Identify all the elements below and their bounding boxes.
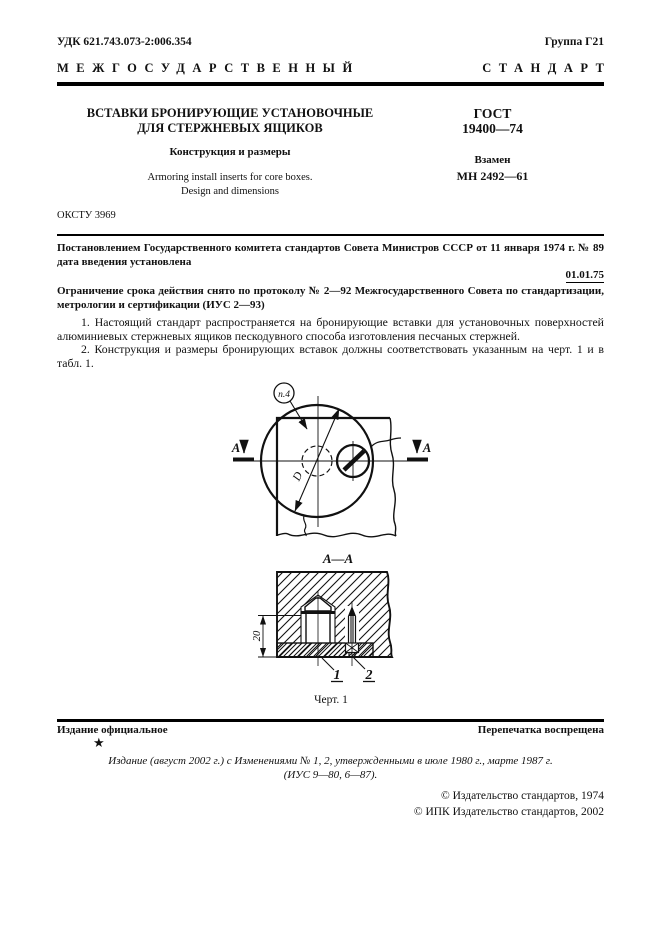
edition-note <box>57 754 604 782</box>
replaced-standard: МН 2492—61 <box>456 169 529 183</box>
effective-date: 01.01.75 <box>565 269 604 281</box>
item1-label: 1 <box>333 668 341 683</box>
group-code: Группа Г21 <box>544 36 604 48</box>
title-en-line2: Design and dimensions <box>181 185 279 197</box>
paragraph-1: 1. Настоящий стандарт распространяется на бронирующие вставки для установочных поверхностей алюминиевых стержневых ящиков пескодувного способа изготовления песчаных стержней. <box>57 315 604 343</box>
ledge-curve <box>371 438 401 447</box>
diameter-label: D <box>290 470 306 483</box>
official-edition-label: Издание официальное <box>57 724 168 736</box>
plan-view <box>231 383 431 537</box>
callout-label: п.4 <box>278 390 290 400</box>
top-classification-row <box>57 36 604 48</box>
standard-type-heading <box>57 61 612 76</box>
plate-torn-bottom-edge <box>277 533 396 537</box>
screw-slot <box>344 451 364 470</box>
dim-20-label: 20 <box>252 630 263 642</box>
break-squiggle <box>304 516 307 536</box>
copyright-1974: © Издательство стандартов, 1974 <box>440 790 604 802</box>
standard-number-block <box>420 106 565 184</box>
header-rule <box>57 82 604 86</box>
title-english <box>57 171 403 198</box>
figure-caption: Черт. 1 <box>314 694 348 706</box>
decree-paragraph: Постановлением Государственного комитета стандартов Совета Министров СССР от 11 января 1974 г. № 89 дата введения установлена <box>57 242 604 268</box>
okstu-code: ОКСТУ 3969 <box>57 210 116 221</box>
title-block <box>57 106 403 198</box>
item2-label: 2 <box>365 668 373 683</box>
udk-code: УДК 621.743.073-2:006.354 <box>57 36 192 48</box>
section-title: А—А <box>322 551 354 566</box>
star-icon: ★ <box>93 735 105 750</box>
gost-label: ГОСТ <box>473 106 512 121</box>
section-view <box>252 551 392 683</box>
edition-note-line2: (ИУС 9—80, 6—87). <box>283 769 378 781</box>
effective-date-line <box>57 269 604 281</box>
section-letter-left: А <box>231 441 241 455</box>
standard-word-2: СТАНДАРТ <box>482 61 612 75</box>
gost-number: 19400—74 <box>462 121 523 136</box>
paragraph-2: 2. Конструкция и размеры бронирующих вставок должны соответствовать указанным на черт. 1 и в табл. 1. <box>57 342 604 370</box>
document-subtitle: Конструкция и размеры <box>169 146 291 158</box>
copyright-2002: © ИПК Издательство стандартов, 2002 <box>413 805 604 818</box>
body-text <box>57 316 604 370</box>
title-en-line1: Armoring install inserts for core boxes. <box>147 172 313 183</box>
title-rule <box>57 234 604 236</box>
edition-note-line1: Издание (август 2002 г.) с Изменениями № 1, 2, утвержденными в июле 1980 г., марте 1987 г. <box>108 755 553 767</box>
plate-torn-right-edge <box>390 418 396 536</box>
standard-word-1: МЕЖГОСУДАРСТВЕННЫЙ <box>57 61 360 75</box>
technical-drawing <box>0 380 661 716</box>
item1-leader <box>322 658 334 670</box>
section-mark-left <box>231 440 254 460</box>
limitation-paragraph: Ограничение срока действия снято по протоколу № 2—92 Межгосударственного Совета по стандартизации, метрологии и сертификации (ИУС 2—93) <box>57 285 604 311</box>
section-letter-right: А <box>422 441 432 455</box>
document-title-line1: ВСТАВКИ БРОНИРУЮЩИЕ УСТАНОВОЧНЫЕ <box>86 106 374 120</box>
no-reprint-label: Перепечатка воспрещена <box>477 724 604 736</box>
footer-rule <box>57 719 604 722</box>
item2-leader <box>353 657 365 669</box>
copyright-block <box>57 789 604 820</box>
replaces-label: Взамен <box>474 154 511 166</box>
document-title-line2: ДЛЯ СТЕРЖНЕВЫХ ЯЩИКОВ <box>137 120 323 135</box>
callout-leader <box>290 401 307 429</box>
footer-row <box>57 724 604 736</box>
section-mark-right <box>407 440 431 460</box>
